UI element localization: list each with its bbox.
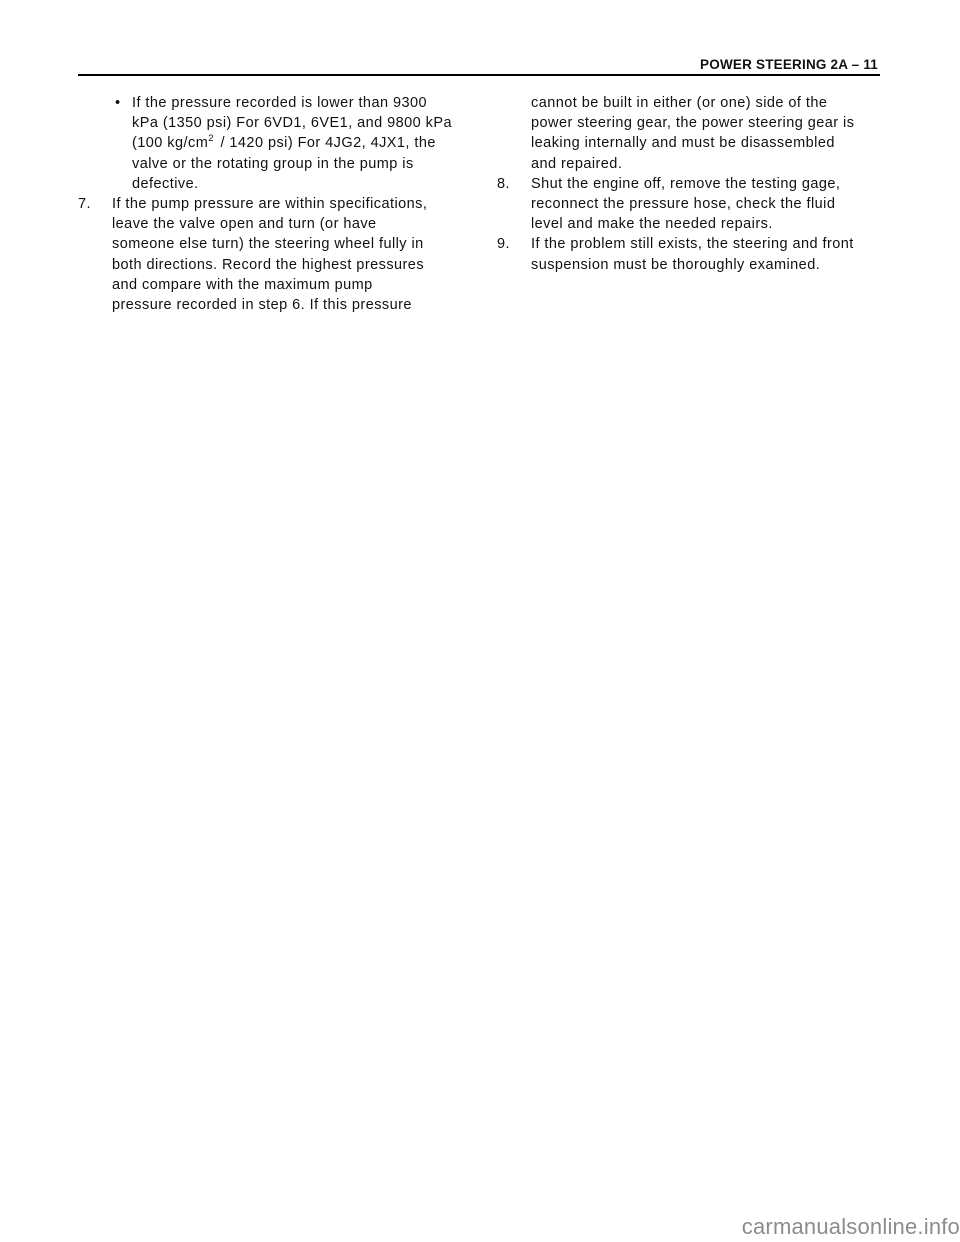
step-9-line: suspension must be thoroughly examined. (531, 256, 821, 273)
step-9-number: 9. (497, 236, 510, 253)
step-7-line: both directions. Record the highest pressures (112, 256, 425, 273)
bullet-line (78, 93, 470, 113)
step-7-line: 7. If the pump pressure are within specifications, (78, 194, 470, 214)
bullet-text: If the pressure recorded is lower than 9300 (132, 95, 428, 111)
bullet-line: kPa (1350 psi) For 6VD1, 6VE1, and 9800 kPa (132, 115, 452, 132)
step-7-line: leave the valve open and turn (or have (112, 216, 377, 233)
step-8-line: reconnect the pressure hose, check the fluid (531, 195, 836, 212)
step-9-line: 9. If the problem still exists, the steering and front (497, 234, 883, 254)
step-8-line: 8. Shut the engine off, remove the testing gage, (497, 174, 883, 194)
continuation-line: power steering gear, the power steering gear is (531, 115, 855, 132)
header-rule (78, 74, 880, 76)
continuation-line: leaking internally and must be disassembled (531, 135, 835, 152)
step-7-line: someone else turn) the steering wheel fully in (112, 236, 424, 253)
bullet-line: defective. (132, 175, 199, 192)
continuation-line: cannot be built in either (or one) side of the (531, 95, 828, 111)
step-8-line: level and make the needed repairs. (531, 216, 773, 233)
step-7-number: 7. (78, 195, 91, 212)
bullet-line-superscript: (100 $kg/cm^2 / 1420$ psi) For 4JG2, 4JX1, the (132, 133, 436, 152)
bullet-line: valve or the rotating group in the pump is (132, 155, 414, 172)
watermark: carmanualsonline.info (741, 1214, 960, 1239)
right-column (497, 93, 883, 275)
superscript-2: 2 (208, 133, 214, 145)
page-header: POWER STEERING 2A – 11 (700, 57, 878, 72)
step-7-line: pressure recorded in step 6. If this pressure (112, 296, 412, 313)
step-7-line: and compare with the maximum pump (112, 276, 373, 293)
left-column (78, 93, 470, 315)
bullet-icon: • (115, 95, 121, 111)
continuation-line: and repaired. (531, 155, 623, 172)
step-8-number: 8. (497, 175, 510, 192)
